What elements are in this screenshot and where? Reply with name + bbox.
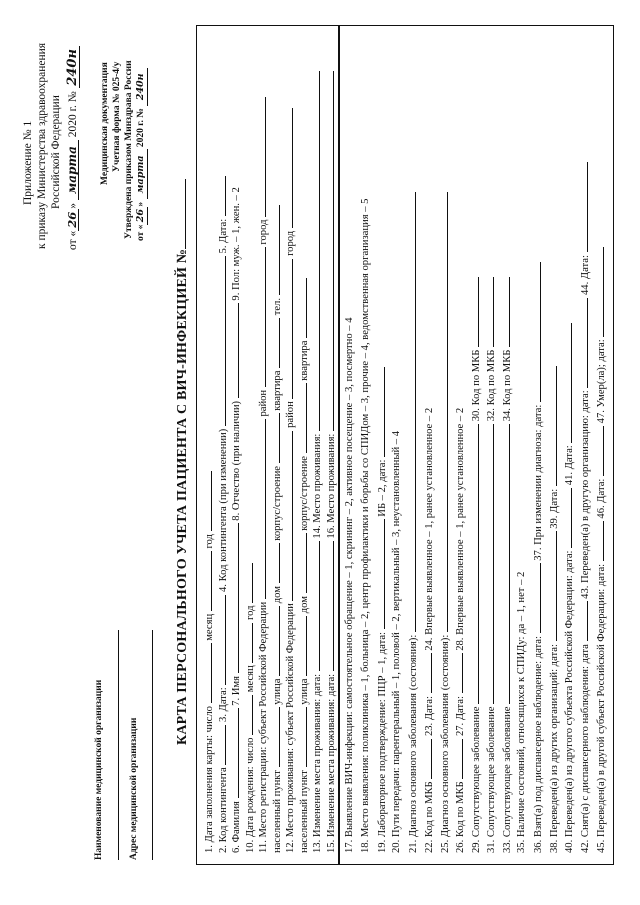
section1-label: квартира xyxy=(271,367,283,414)
section1-label: 16. Место проживания: xyxy=(325,430,337,542)
blank-field[interactable] xyxy=(243,695,253,735)
section1-label: месяц xyxy=(244,662,256,695)
section2-label: 21. Диагноз основного заболевания (состояния): xyxy=(408,632,420,853)
section2-row xyxy=(453,408,467,853)
section2-row xyxy=(406,192,420,853)
section1-row xyxy=(297,278,311,853)
section2-label: 41. Дата: xyxy=(564,442,576,488)
section2-row xyxy=(578,162,592,853)
blank-field[interactable] xyxy=(216,725,226,765)
section1-row xyxy=(229,187,243,853)
order-month: марта xyxy=(66,140,79,200)
blank-field[interactable] xyxy=(406,192,416,632)
section1-label: корпус/строение xyxy=(271,463,283,544)
section1-label: город xyxy=(285,228,296,259)
blank-field[interactable] xyxy=(422,653,432,693)
blank-field[interactable] xyxy=(422,739,432,779)
section1-label: район xyxy=(258,387,269,420)
blank-field[interactable] xyxy=(202,643,212,703)
section1-label: тел. xyxy=(271,295,283,318)
section1-row xyxy=(243,563,257,853)
blank-field[interactable] xyxy=(594,521,604,561)
section2-label: 24. Впервые выявленное – 1, ранее установленное – 2 xyxy=(424,407,435,654)
org-address-label: Адрес медицинской организации xyxy=(129,717,139,860)
section1-label: населенный пункт xyxy=(298,767,310,853)
blank-field[interactable] xyxy=(484,424,494,704)
blank-field[interactable] xyxy=(562,323,572,443)
blank-field[interactable] xyxy=(216,595,226,685)
section2-label: 36. Взят(а) под диспансерное наблюдение: дата: xyxy=(533,633,545,853)
section2-label: 31. Сопутствующее заболевание xyxy=(486,703,498,853)
section1-label: корпус/строение xyxy=(298,453,310,534)
blank-field[interactable] xyxy=(229,523,239,673)
doc-title: Медицинская документация xyxy=(100,62,110,185)
section2-label: 26. Код по МКБ xyxy=(455,778,467,853)
appendix-label: Приложение № 1 xyxy=(22,120,34,205)
section1-row xyxy=(270,205,284,853)
section1-label: 4. Код контингента (при изменении) xyxy=(217,426,229,595)
section1-label: район xyxy=(285,398,296,431)
blank-field[interactable] xyxy=(531,262,541,402)
blank-field[interactable] xyxy=(500,424,510,704)
doc-number: 240н xyxy=(135,68,148,106)
section2-label: 18. Место выявления: поликлиника – 1, больница – 2, центр профилактики и борьбы со СПИДом – 3, прочие – 4, ведомственная организация – 5 xyxy=(359,198,371,853)
section1-label: 12. Место проживания: субъект Российской Федерации xyxy=(285,600,296,853)
blank-field[interactable] xyxy=(256,247,266,387)
blank-field[interactable] xyxy=(297,616,307,676)
section1-label: 10. Дата рождения: число xyxy=(244,734,256,853)
blank-field[interactable] xyxy=(469,277,479,347)
section2-row xyxy=(360,199,372,853)
org-name-label: Наименование медицинской организации xyxy=(94,679,104,860)
section2-row xyxy=(469,277,483,853)
section1-row xyxy=(283,108,297,853)
blank-field[interactable] xyxy=(324,71,334,431)
blank-field[interactable] xyxy=(375,519,385,629)
section2-label: 35. Наличие состояний, относящихся к СПИДу: да – 1, нет – 2 xyxy=(515,571,527,853)
blank-field[interactable] xyxy=(243,623,253,663)
blank-field[interactable] xyxy=(283,431,293,601)
blank-field[interactable] xyxy=(531,563,541,633)
section1-row xyxy=(202,471,216,853)
section2-label: 42. Снят(а) с диспансерного наблюдения: дата xyxy=(580,641,591,853)
section2-label: 46. Дата: xyxy=(595,475,607,522)
blank-field[interactable] xyxy=(243,563,253,603)
blank-field[interactable] xyxy=(202,551,212,611)
section2-label: 43. Переведен(а) в другую организацию: дата: xyxy=(580,387,591,602)
blank-field[interactable] xyxy=(562,488,572,548)
blank-field[interactable] xyxy=(310,71,320,431)
section1-label: 3. Дата: xyxy=(217,684,229,725)
section2-row xyxy=(594,247,608,853)
blank-field[interactable] xyxy=(202,471,212,531)
section1-label: 6. Фамилия xyxy=(231,798,242,853)
section1-label: год xyxy=(204,531,215,552)
blank-field[interactable] xyxy=(229,303,239,398)
section1-label: 7. Имя xyxy=(231,673,242,709)
doc-month: марта xyxy=(135,149,148,199)
blank-field[interactable] xyxy=(594,247,604,337)
section1-label: 13. Изменение места проживания: дата: xyxy=(312,671,323,853)
section2-label: 39. Дата: xyxy=(548,486,560,532)
blank-field[interactable] xyxy=(270,318,280,368)
federation-line: Российской Федерации xyxy=(50,95,62,209)
section1-label: месяц xyxy=(204,611,215,644)
doc-day: 26 xyxy=(135,207,148,225)
section1-row xyxy=(324,71,338,853)
section1-row xyxy=(256,97,270,853)
section2-label: 29. Сопутствующее заболевание xyxy=(470,703,482,853)
section1-label: год xyxy=(244,602,256,623)
section2-label: 34. Код по МКБ xyxy=(502,347,513,424)
section1-label: 14. Место проживания: xyxy=(312,430,323,542)
section2-label: 19. Лабораторное подтверждение: ПЦР – 1, дата: xyxy=(377,629,389,853)
doc-date-line: от «26» марта 2020 г. № 240н xyxy=(135,68,148,241)
section1-label: 11. Место регистрации: субъект Российской Федерации xyxy=(258,599,269,853)
blank-field[interactable] xyxy=(578,602,588,642)
section1-row xyxy=(310,71,324,853)
org-name-line xyxy=(118,630,119,860)
section1-label: дом xyxy=(298,593,310,616)
section2-label: 30. Код по МКБ xyxy=(470,347,482,424)
section2-row xyxy=(344,317,356,853)
org-address-line xyxy=(152,630,153,860)
section2-label: 32. Код по МКБ xyxy=(486,347,498,424)
blank-field[interactable] xyxy=(324,541,334,671)
section2-label: 33. Сопутствующее заболевание xyxy=(502,703,513,853)
doc-approved: Утверждена приказом Минздрава России xyxy=(124,60,134,239)
blank-field[interactable] xyxy=(453,739,463,779)
blank-field[interactable] xyxy=(270,205,280,295)
blank-field[interactable] xyxy=(283,108,293,228)
section2-label: 40. Переведен(а) из другого субъекта Российской Федерации: дата: xyxy=(564,547,576,853)
order-line: к приказу Министерства здравоохранения xyxy=(36,42,48,249)
blank-field[interactable] xyxy=(270,606,280,676)
section2-label: 25. Диагноз основного заболевания (состояния): xyxy=(439,632,451,853)
blank-field[interactable] xyxy=(438,192,448,632)
order-number: 240н xyxy=(67,46,80,88)
form-title: КАРТА ПЕРСОНАЛЬНОГО УЧЕТА ПАЦИЕНТА С ВИЧ-ИНФЕКЦИЕЙ № xyxy=(176,179,189,745)
blank-field[interactable] xyxy=(283,259,293,399)
section1-label: 8. Отчество (при наличии) xyxy=(231,398,242,524)
section2-row xyxy=(438,192,452,853)
section2-label: 38. Переведен(а) из других организаций: дата: xyxy=(548,641,560,853)
blank-field[interactable] xyxy=(469,424,479,704)
section2-label: 28. Впервые выявленное – 1, ранее установленное – 2 xyxy=(455,407,467,654)
blank-field[interactable] xyxy=(375,367,385,457)
section1-label: дом xyxy=(271,583,283,606)
section2-label: 23. Дата: xyxy=(424,693,435,739)
blank-field[interactable] xyxy=(270,413,280,463)
section2-label: 22. Код по МКБ xyxy=(424,778,435,853)
section1-label: 9. Пол: муж. – 1, жен. – 2 xyxy=(231,187,242,304)
blank-field[interactable] xyxy=(256,97,266,217)
blank-field[interactable] xyxy=(484,277,494,347)
section2-row xyxy=(500,277,514,853)
blank-field[interactable] xyxy=(297,707,307,767)
section1-label: 15. Изменение места проживания: дата: xyxy=(325,671,337,853)
section2-row xyxy=(391,431,403,853)
section2-label: 45. Переведен(а) в другой субъект Российской Федерации: дата: xyxy=(595,561,607,853)
section2-label: 27. Дата: xyxy=(455,693,467,739)
section2-label: 47. Умер(ла); дата: xyxy=(595,336,607,426)
blank-field[interactable] xyxy=(297,278,307,338)
section2-row xyxy=(422,408,436,853)
section1-row xyxy=(216,176,230,853)
blank-field[interactable] xyxy=(310,541,320,671)
blank-field[interactable] xyxy=(216,176,226,216)
section1-label: населенный пункт xyxy=(271,767,283,853)
section1-label: улица xyxy=(298,675,310,708)
blank-field[interactable] xyxy=(297,533,307,593)
section2-row xyxy=(516,572,528,853)
blank-field[interactable] xyxy=(270,543,280,583)
section1-label: 5. Дата: xyxy=(217,216,229,257)
blank-field[interactable] xyxy=(594,426,604,476)
section1-label: квартира xyxy=(298,337,310,384)
section1-label: 1. Дата заполнения карты: число xyxy=(204,703,215,853)
section2-label: 37. При изменении диагноза: дата: xyxy=(533,402,545,564)
blank-field[interactable] xyxy=(216,256,226,426)
section2-label: ИБ – 2, дата: xyxy=(377,456,389,520)
section1-label: 2. Код контингента xyxy=(217,764,229,853)
blank-field[interactable] xyxy=(229,708,239,798)
section1-label: улица xyxy=(271,675,283,708)
section2-row xyxy=(531,262,545,853)
blank-field[interactable] xyxy=(547,366,557,486)
section2-row xyxy=(547,366,561,853)
order-day: 26 xyxy=(66,209,79,231)
blank-field[interactable] xyxy=(297,383,307,453)
blank-field[interactable] xyxy=(547,531,557,641)
blank-field[interactable] xyxy=(578,162,588,252)
section2-row xyxy=(375,367,389,853)
doc-form: Учетная форма № 025-4/у xyxy=(112,61,122,172)
blank-field[interactable] xyxy=(270,707,280,767)
blank-field[interactable] xyxy=(256,419,266,599)
section1-label: город xyxy=(258,216,269,248)
section2-label: 17. Выявление ВИЧ-инфекции: самостоятельное обращение – 1, скрининг – 2, активное посещение – 3, посмертно – 4 xyxy=(344,317,355,853)
blank-field[interactable] xyxy=(500,277,510,347)
blank-field[interactable] xyxy=(453,653,463,693)
order-date-line: от «26» марта 2020 г. № 240н xyxy=(66,46,80,250)
section2-row xyxy=(562,323,576,853)
section2-label: 44. Дата: xyxy=(580,252,591,298)
blank-field[interactable] xyxy=(578,298,588,388)
section2-row xyxy=(484,277,498,853)
section2-label: 20. Пути передачи: парентеральный – 1, половой – 2, вертикальный – 3, неустановленный – 4 xyxy=(390,430,402,853)
from-prefix: от « xyxy=(67,230,79,250)
